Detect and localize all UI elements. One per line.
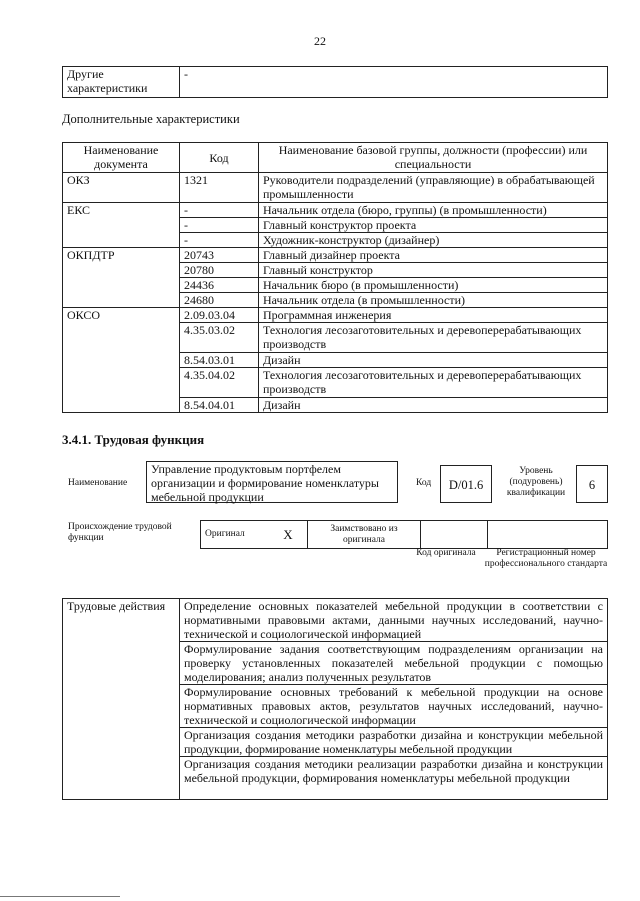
name-cell: Художник-конструктор (дизайнер) (259, 233, 608, 248)
code-cell: 1321 (180, 173, 259, 203)
name-cell: Дизайн (259, 398, 608, 413)
function-heading: 3.4.1. Трудовая функция (62, 432, 205, 447)
header-name: Наименование базовой группы, должности (профессии) или специальности (259, 143, 608, 173)
other-char-label: Другие характеристики (63, 67, 180, 98)
name-cell: Начальник бюро (в промышленности) (259, 278, 608, 293)
code-original-cell (421, 521, 488, 549)
labor-action-item: Организация создания методики разработки дизайна и конструкции мебельной продукции, формирование номенклатуры мебельной продукции (180, 728, 608, 757)
reg-number-caption: Регистрационный номер профессионального стандарта (484, 548, 608, 569)
doc-okz: ОКЗ (63, 173, 180, 203)
table-row (63, 248, 608, 263)
function-level-label: Уровень (подуровень) квалификации (506, 466, 566, 498)
name-cell: Программная инженерия (259, 308, 608, 323)
labor-action-item: Организация создания методики реализации разработки дизайна и конструкции мебельной продукции, формирования номенклатуры мебельной продукции (180, 757, 608, 800)
footer-rule (0, 896, 120, 897)
code-cell: 8.54.03.01 (180, 353, 259, 368)
labor-actions-label: Трудовые действия (63, 599, 180, 800)
original-mark: X (269, 521, 308, 549)
other-characteristics-table (62, 66, 608, 98)
origin-label: Происхождение трудовой функции (68, 522, 172, 543)
labor-actions-table (62, 598, 608, 800)
labor-action-item: Формулирование основных требований к мебельной продукции на основе нормативных правовых актов, результатов научных исследований, научно-технической и социологической информации (180, 685, 608, 728)
doc-okso: ОКСО (63, 308, 180, 413)
other-char-value: - (180, 67, 608, 98)
name-cell: Главный дизайнер проекта (259, 248, 608, 263)
original-label: Оригинал (201, 521, 270, 549)
function-name-label: Наименование (68, 478, 128, 488)
name-cell: Начальник отдела (бюро, группы) (в промышленности) (259, 203, 608, 218)
origin-table (200, 520, 608, 549)
code-cell: 20743 (180, 248, 259, 263)
reg-number-cell (488, 521, 608, 549)
code-cell: 20780 (180, 263, 259, 278)
code-cell: - (180, 233, 259, 248)
name-cell: Руководители подразделений (управляющие) в обрабатывающей промышленности (259, 173, 608, 203)
code-cell: 24680 (180, 293, 259, 308)
header-doc: Наименование документа (63, 143, 180, 173)
name-cell: Главный конструктор (259, 263, 608, 278)
additional-characteristics-table (62, 142, 608, 413)
name-cell: Технология лесозаготовительных и деревоперерабатывающих производств (259, 323, 608, 353)
table-row (63, 308, 608, 323)
code-cell: - (180, 203, 259, 218)
borrowed-label: Заимствовано из оригинала (308, 521, 421, 549)
table-row (63, 173, 608, 203)
name-cell: Главный конструктор проекта (259, 218, 608, 233)
additional-heading: Дополнительные характеристики (62, 112, 240, 126)
doc-eks: ЕКС (63, 203, 180, 248)
function-level-value: 6 (576, 465, 608, 503)
table-row (63, 599, 608, 642)
code-cell: 4.35.04.02 (180, 368, 259, 398)
name-cell: Начальник отдела (в промышленности) (259, 293, 608, 308)
page-number: 22 (314, 34, 326, 48)
doc-okpdtr: ОКПДТР (63, 248, 180, 308)
labor-action-item: Определение основных показателей мебельной продукции в соответствии с нормативными правовыми актами, данными научных исследований, научно-технической и социологической информацией (180, 599, 608, 642)
function-name-value: Управление продуктовым портфелем организации и формирование номенклатуры мебельной продукции (146, 461, 398, 503)
header-code: Код (180, 143, 259, 173)
name-cell: Технология лесозаготовительных и деревоперерабатывающих производств (259, 368, 608, 398)
code-cell: 4.35.03.02 (180, 323, 259, 353)
code-cell: - (180, 218, 259, 233)
table-row (63, 203, 608, 218)
function-code-label: Код (416, 478, 432, 488)
function-code-value: D/01.6 (440, 465, 492, 503)
code-original-caption: Код оригинала (416, 548, 476, 558)
code-cell: 8.54.04.01 (180, 398, 259, 413)
code-cell: 2.09.03.04 (180, 308, 259, 323)
labor-action-item: Формулирование задания соответствующим подразделениям организации на проверку установленных показателей мебельной продукции с помощью моделирования; анализ полученных результатов (180, 642, 608, 685)
code-cell: 24436 (180, 278, 259, 293)
name-cell: Дизайн (259, 353, 608, 368)
table-header-row (63, 143, 608, 173)
